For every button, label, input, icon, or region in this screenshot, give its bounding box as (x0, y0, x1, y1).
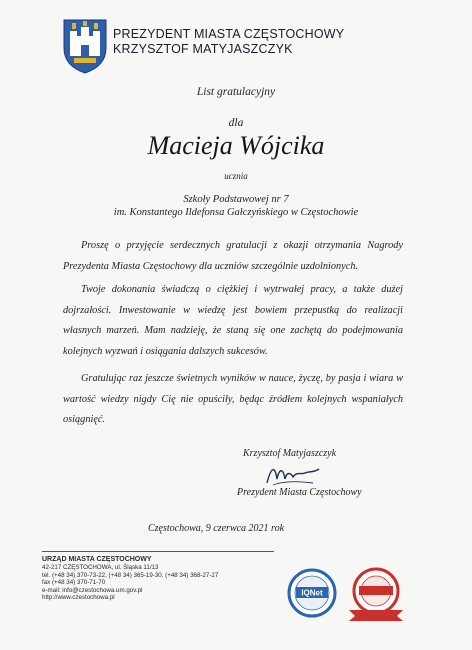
office-heading (113, 27, 344, 57)
footer-phones: tel. (+48 34) 370-73-22, (+48 34) 365-19-30, (+48 34) 368-27-27 (42, 571, 219, 579)
recipient-role: ucznia (224, 171, 248, 181)
footer-office-name: URZĄD MIASTA CZĘSTOCHOWY (42, 556, 152, 563)
city-coat-of-arms-icon (62, 18, 108, 74)
office-heading-line2: KRZYSZTOF MATYJASZCZYK (113, 42, 293, 56)
letter-paragraph: Proszę o przyjęcie serdecznych gratulacji z okazji otrzymania Nagrody Prezydenta Miasta Częstochowy dla uczniów szczególnie uzdolnionych. (63, 240, 403, 272)
iqnet-label: IQNet (301, 588, 323, 598)
office-heading-line1: PREZYDENT MIASTA CZĘSTOCHOWY (113, 27, 345, 41)
letter-paragraph: Gratulując raz jeszcze świetnych wyników w nauce, życzę, by pasja i wiara w wartość wiedzy nigdy Cię nie opuściły, będąc źródłem kolejnych wspaniałych osiągnięć. (63, 373, 403, 425)
footer-email: e-mail: info@czestochowa.um.gov.pl (42, 586, 143, 594)
place-and-date: Częstochowa, 9 czerwca 2021 rok (148, 523, 285, 534)
signer-name: Krzysztof Matyjaszczyk (243, 448, 337, 459)
for-label: dla (228, 117, 244, 129)
document-type: List gratulacyjny (196, 86, 276, 98)
letter-paragraph: Twoje dokonania świadczą o ciężkiej i wytrwałej pracy, a także dużej dojrzałości. Inwestowanie w wiedzę jest bowiem przepustką do realizacji własnych marzeń. Mam nadzieję, że staną się one zachętą do podejmowania kolejnych wyzwań i osiągania dalszych sukcesów. (63, 284, 403, 357)
handwritten-signature-icon (263, 461, 323, 489)
recipient-name: Macieja Wójcika (147, 131, 325, 160)
quality-system-certification-badge-icon (345, 566, 407, 622)
footer-divider (42, 551, 274, 552)
signer-role: Prezydent Miasta Częstochowy (237, 487, 362, 498)
school-name: Szkoły Podstawowej nr 7 (183, 194, 289, 205)
footer-address: 42-217 CZĘSTOCHOWA, ul. Śląska 11/13 (42, 564, 159, 572)
iqnet-certification-badge-icon (287, 568, 337, 618)
footer-contact (42, 556, 218, 601)
school-patron: im. Konstantego Ildefonsa Gałczyńskiego w Częstochowie (113, 207, 359, 218)
footer-fax: fax (+48 34) 370-71-70 (42, 579, 106, 587)
footer-web: http://www.czestochowa.pl (42, 594, 115, 602)
